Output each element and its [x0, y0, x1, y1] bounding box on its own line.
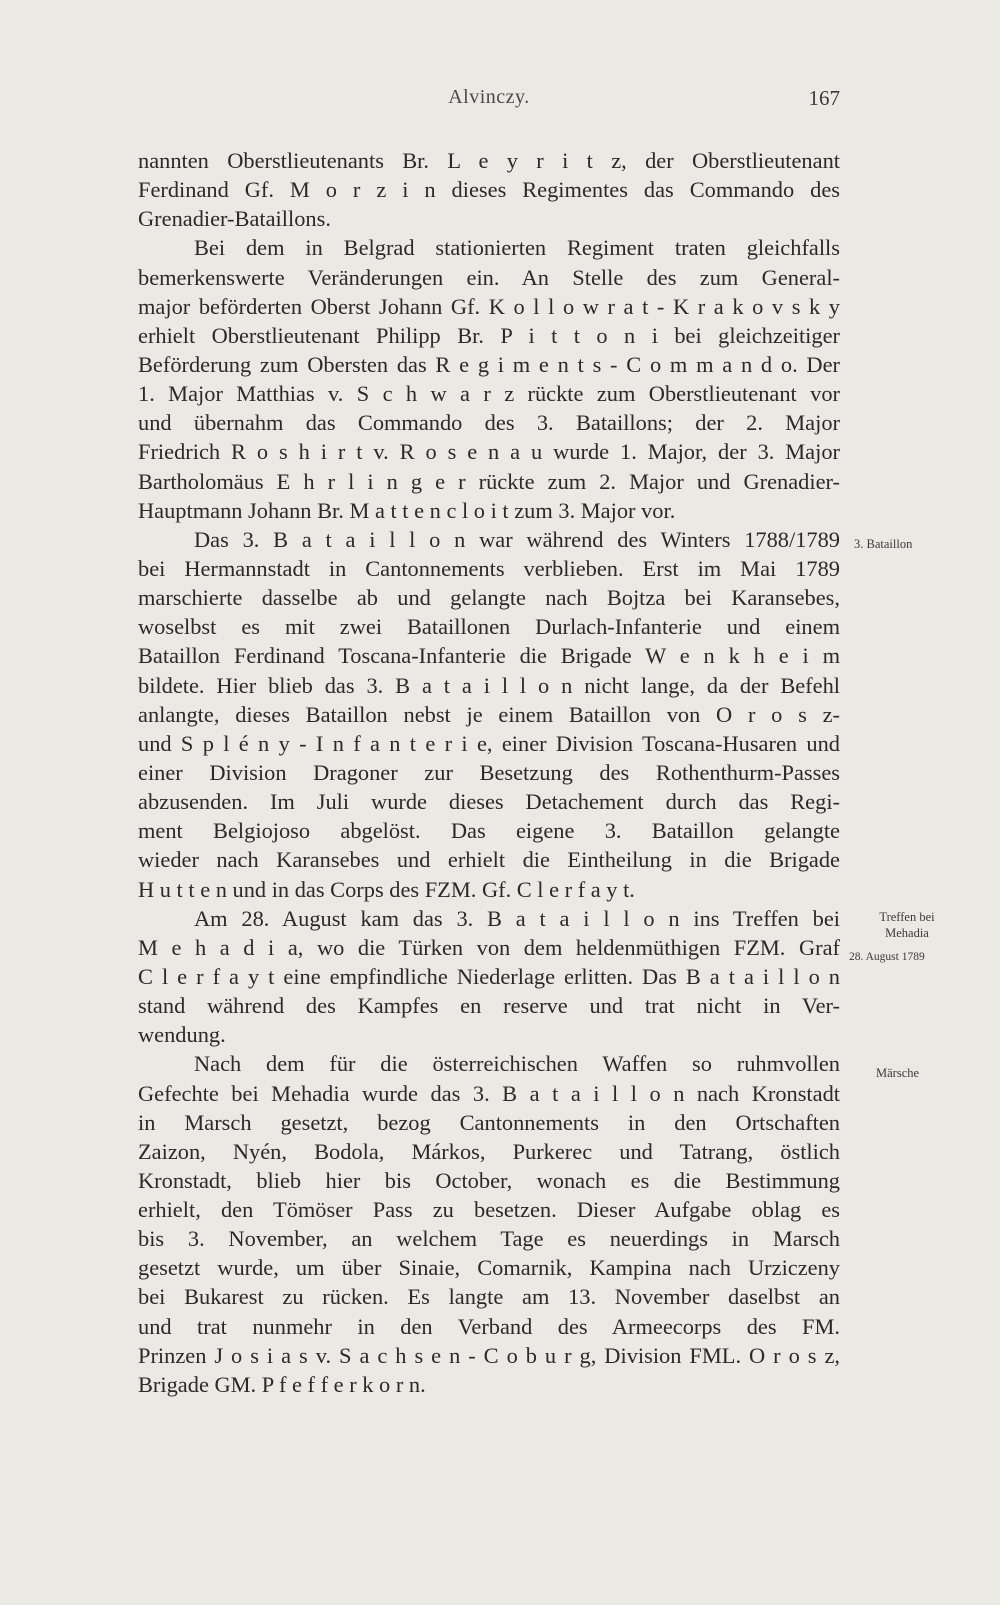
text-line: M e h a d i a, wo die Türken von dem heldenmüthigen FZM. Graf [138, 934, 840, 960]
text-line: und übernahm das Commando des 3. Bataillons; der 2. Major [138, 410, 840, 436]
text-line: in Marsch gesetzt, bezog Cantonnements in den Ortschaften [138, 1109, 840, 1135]
text-line: stand während des Kampfes en reserve und trat nicht in Ver- [138, 993, 840, 1019]
text-line: bei Hermannstadt in Cantonnements verblieben. Erst im Mai 1789 [138, 555, 840, 581]
text-line: Bataillon Ferdinand Toscana-Infanterie die Brigade W e n k h e i m [138, 643, 840, 669]
text-line: erhielt, den Tömöser Pass zu besetzen. Dieser Aufgabe oblag es [138, 1197, 840, 1223]
text-line: Kronstadt, blieb hier bis October, wonach es die Bestimmung [138, 1167, 840, 1193]
text-line: abzusenden. Im Juli wurde dieses Detachement durch das Regi- [138, 789, 840, 815]
margin-note-treffen-line1: Treffen bei [879, 910, 935, 924]
text-line: C l e r f a y t eine empfindliche Niederlage erlitten. Das B a t a i l l o n [138, 963, 840, 989]
text-line: und trat nunmehr in den Verband des Armeecorps des FM. [138, 1313, 840, 1339]
text-line: major beförderten Oberst Johann Gf. K o l l o w r a t - K r a k o v s k y [138, 293, 840, 319]
text-line: wendung. [138, 1022, 226, 1048]
text-line: Grenadier-Bataillons. [138, 206, 331, 232]
text-line: einer Division Dragoner zur Besetzung des Rothenthurm-Passes [138, 759, 840, 785]
text-line: Ferdinand Gf. M o r z i n dieses Regimentes das Commando des [138, 177, 840, 203]
body-text [138, 146, 840, 1399]
text-line: H u t t e n und in das Corps des FZM. Gf. C l e r f a y t. [138, 876, 635, 902]
text-line: gesetzt wurde, um über Sinaie, Comarnik, Kampina nach Urziczeny [138, 1255, 840, 1281]
text-line: Bartholomäus E h r l i n g e r rückte zum 2. Major und Grenadier- [138, 468, 840, 494]
text-line: woselbst es mit zwei Bataillonen Durlach-Infanterie und einem [138, 614, 840, 640]
text-line: bis 3. November, an welchem Tage es neuerdings in Marsch [138, 1226, 840, 1252]
margin-note-treffen-date: 28. August 1789 [849, 951, 925, 963]
text-line: marschierte dasselbe ab und gelangte nach Bojtza bei Karansebes, [138, 585, 840, 611]
margin-note-maersche: Märsche [876, 1066, 920, 1080]
margin-note-treffen-line2: Mehadia [885, 926, 929, 940]
text-line: wieder nach Karansebes und erhielt die Eintheilung in die Brigade [138, 847, 840, 873]
text-line: anlangte, dieses Bataillon nebst je einem Bataillon von O r o s z- [138, 701, 840, 727]
text-line: Friedrich R o s h i r t v. R o s e n a u wurde 1. Major, der 3. Major [138, 439, 840, 465]
text-line: nannten Oberstlieutenants Br. L e y r i t z, der Oberstlieutenant [138, 148, 840, 173]
margin-note-bataillon: 3. Bataillon [854, 537, 913, 551]
text-line: Nach dem für die österreichischen Waffen so ruhmvollen [194, 1051, 840, 1077]
running-head-title: Alvinczy. [448, 86, 530, 108]
text-line: Beförderung zum Obersten das R e g i m e n t s - C o m m a n d o. Der [138, 351, 840, 377]
text-line: bildete. Hier blieb das 3. B a t a i l l o n nicht lange, da der Befehl [138, 672, 840, 698]
text-line: und S p l é n y - I n f a n t e r i e, einer Division Toscana-Husaren und [138, 730, 840, 756]
text-line: Prinzen J o s i a s v. S a c h s e n - C o b u r g, Division FML. O r o s z, [138, 1342, 840, 1368]
text-line: Am 28. August kam das 3. B a t a i l l o n ins Treffen bei [194, 905, 840, 931]
text-line: ment Belgiojoso abgelöst. Das eigene 3. Bataillon gelangte [138, 818, 840, 844]
text-line: bei Bukarest zu rücken. Es langte am 13. November daselbst an [138, 1284, 840, 1310]
text-line: Gefechte bei Mehadia wurde das 3. B a t a i l l o n nach Kronstadt [138, 1080, 840, 1106]
text-line: Bei dem in Belgrad stationierten Regiment traten gleichfalls [194, 235, 840, 261]
text-line: Zaizon, Nyén, Bodola, Márkos, Purkerec und Tatrang, östlich [138, 1138, 840, 1164]
text-line: erhielt Oberstlieutenant Philipp Br. P i t t o n i bei gleichzeitiger [138, 322, 840, 348]
text-line: Hauptmann Johann Br. M a t t e n c l o i t zum 3. Major vor. [138, 497, 676, 523]
text-line: Das 3. B a t a i l l o n war während des Winters 1788/1789 [194, 526, 840, 552]
text-line: 1. Major Matthias v. S c h w a r z rückte zum Oberstlieutenant vor [138, 381, 840, 407]
text-line: bemerkenswerte Veränderungen ein. An Stelle des zum General- [138, 264, 840, 290]
page-number: 167 [808, 86, 840, 110]
running-head [138, 86, 840, 116]
text-line: Brigade GM. P f e f f e r k o r n. [138, 1371, 426, 1397]
